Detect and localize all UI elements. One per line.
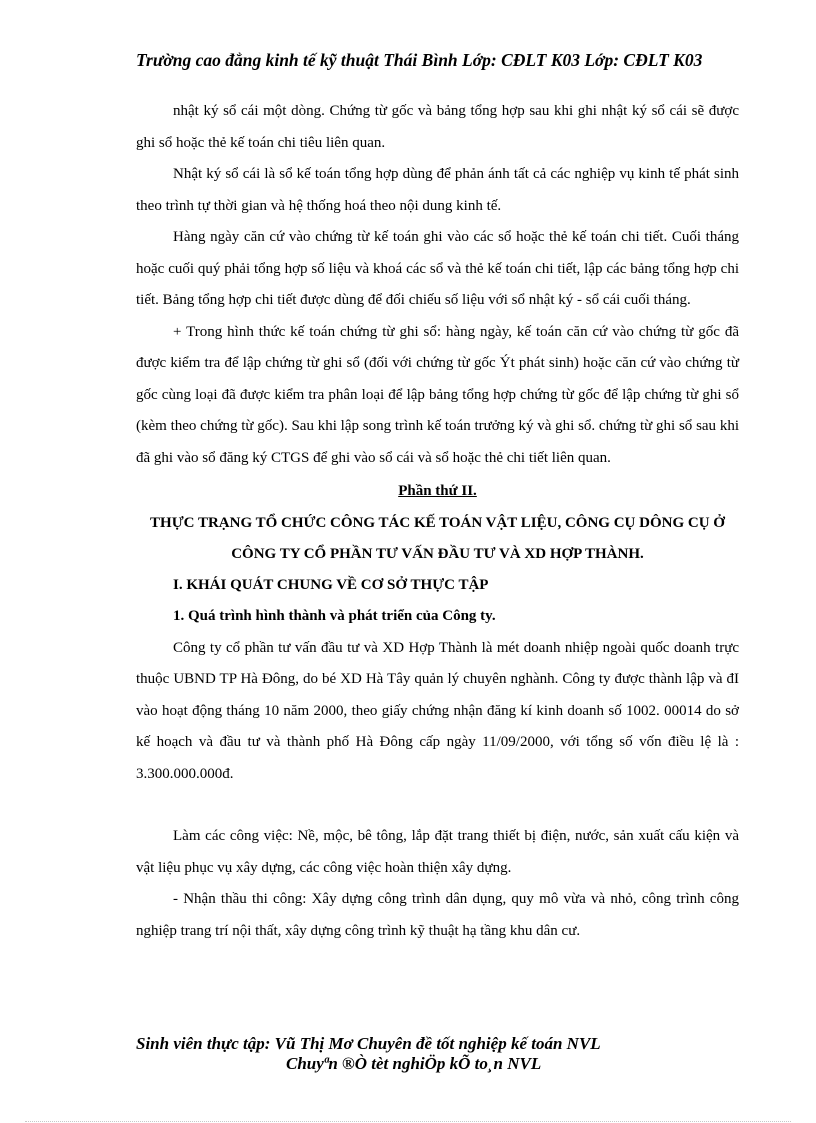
chapter-title: THỰC TRẠNG TỔ CHỨC CÔNG TÁC KẾ TOÁN VẬT LIỆU, CÔNG CỤ DÔNG CỤ Ở CÔNG TY CỔ PHẦN TƯ VẤN ĐẦU TƯ VÀ XD HỢP THÀNH. <box>150 514 725 562</box>
page-bottom-divider <box>25 1121 791 1122</box>
paragraph-daily-recording: Hàng ngày căn cứ vào chứng từ kế toán ghi vào các sổ hoặc thẻ kế toán chi tiết. Cuối tháng hoặc cuối quý phải tổng hợp số liệu và khoá các sổ và thẻ kế toán chi tiết, lập các bảng tổng hợp chi tiết. Bảng tổng hợp chi tiết được dùng để đối chiếu số liệu với sổ nhật ký - sổ cái cuối tháng. <box>136 229 739 308</box>
subsection-heading: 1. Quá trình hình thành và phát triển của Công ty. <box>173 608 496 624</box>
footer-line-2: Chuyªn ®Ò tèt nghiÖp kÕ to¸n NVL <box>286 1054 542 1073</box>
page-footer <box>136 1034 756 1074</box>
paragraph-business-activities: Làm các công việc: Nề, mộc, bê tông, lắp đặt trang thiết bị điện, nước, sản xuất cấu kiện và vật liệu phục vụ xây dựng, các công việc hoàn thiện xây dựng. <box>136 828 739 876</box>
footer-line-1: Sinh viên thực tập: Vũ Thị Mơ Chuyên đề tốt nghiệp kế toán NVL <box>136 1034 601 1053</box>
paragraph-voucher-form: + Trong hình thức kế toán chứng từ ghi sổ: hàng ngày, kế toán căn cứ vào chứng từ gốc đã được kiểm tra để lập chứng từ ghi sổ (đối với chứng từ gốc Ýt phát sinh) hoặc căn cứ vào chứng từ gốc cùng loại đã được kiểm tra phân loại để lập bảng tổng hợp chứng từ gốc để lập chứng từ ghi sổ (kèm theo chứng từ gốc). Sau khi lập song trình kế toán trưởng ký và ghi sổ. chứng từ ghi sổ sau khi đã ghi vào sổ đăng ký CTGS để ghi vào sổ cái và sổ hoặc thẻ chi tiết liên quan. <box>136 323 739 466</box>
section-heading: I. KHÁI QUÁT CHUNG VỀ CƠ SỞ THỰC TẬP <box>173 576 489 593</box>
document-body <box>136 96 739 947</box>
paragraph-ledger-continuation: nhật ký sổ cái một dòng. Chứng từ gốc và bảng tổng hợp sau khi ghi nhật ký sổ cái sẽ được ghi sổ hoặc thẻ kế toán chi tiêu liên quan. <box>136 103 739 151</box>
paragraph-company-history: Công ty cổ phần tư vấn đầu tư và XD Hợp Thành là mét doanh nhiệp ngoài quốc doanh trực thuộc UBND TP Hà Đông, do bé XD Hà Tây quản lý chuyên nghành. Công ty được thành lập và đI vào hoạt động tháng 10 năm 2000, theo giấy chứng nhận đăng kí kinh doanh số 1002. 00014 do sở kế hoạch và đầu tư và thành phố Hà Đông cấp ngày 11/09/2000, với tổng số vốn điều lệ là : 3.300.000.000đ. <box>136 639 739 782</box>
paragraph-ledger-definition: Nhật ký sổ cái là sổ kế toán tổng hợp dùng để phản ánh tất cả các nghiệp vụ kinh tế phát sinh theo trình tự thời gian và hệ thống hoá theo nội dung kinh tế. <box>136 166 739 214</box>
part-title: Phần thứ II. <box>398 483 477 499</box>
paragraph-contracting: - Nhận thầu thi công: Xây dựng công trình dân dụng, quy mô vừa và nhỏ, công trình công nghiệp trang trí nội thất, xây dựng công trình kỹ thuật hạ tầng khu dân cư. <box>136 891 739 939</box>
page-header: Trường cao đẳng kinh tế kỹ thuật Thái Bình Lớp: CĐLT K03 Lớp: CĐLT K03 <box>136 50 703 70</box>
